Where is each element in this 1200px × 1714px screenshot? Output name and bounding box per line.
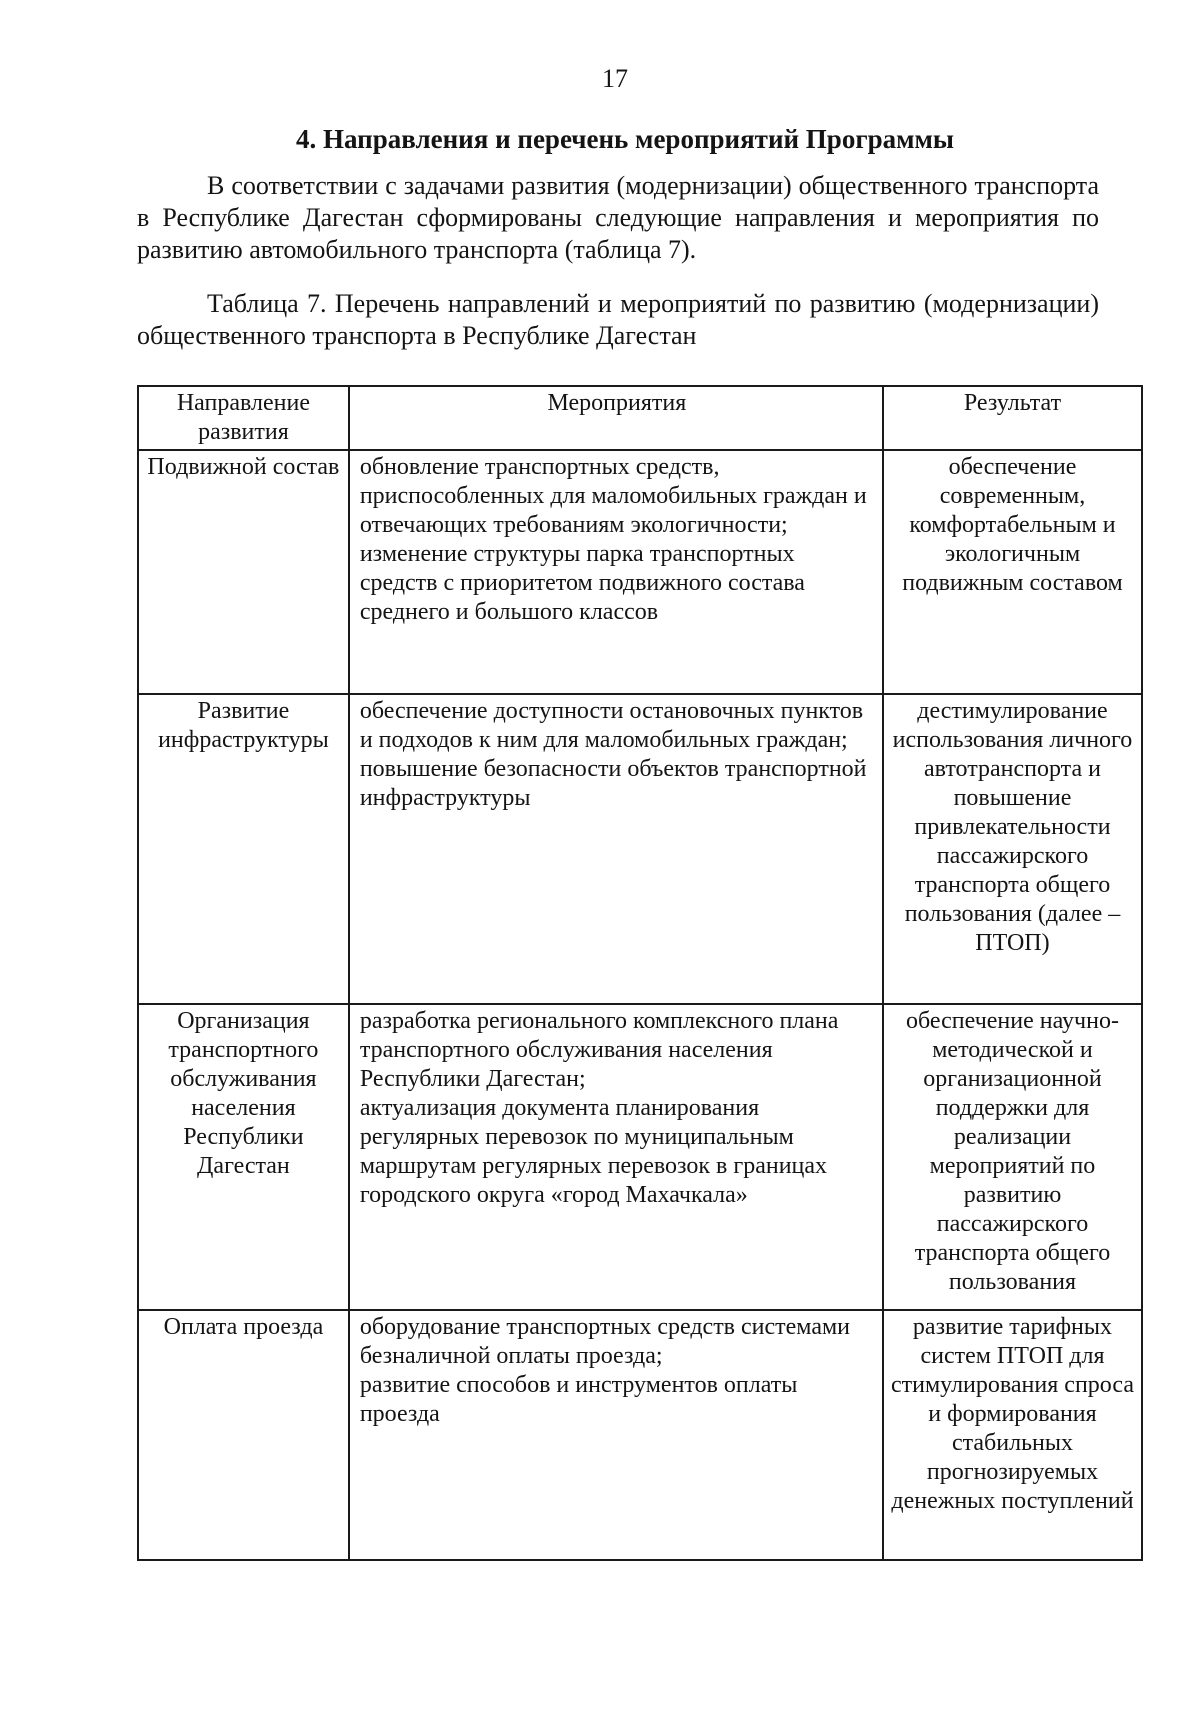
activities-cell: обновление транспортных средств, приспособленных для маломобильных граждан и отвечающих требованиям экологичности; изменение структуры парка транспортных средств с приоритетом подвижного состава среднего и большого классов <box>349 450 883 694</box>
header-result: Результат <box>883 386 1142 450</box>
result-cell: обеспечение современным, комфортабельным и экологичным подвижным составом <box>883 450 1142 694</box>
direction-cell: Развитие инфраструктуры <box>138 694 349 1004</box>
table-row <box>138 694 1142 1004</box>
header-direction: Направление развития <box>138 386 349 450</box>
table-row <box>138 1004 1142 1310</box>
measures-table <box>137 385 1143 1561</box>
activities-cell: оборудование транспортных средств системами безналичной оплаты проезда; развитие способов и инструментов оплаты проезда <box>349 1310 883 1560</box>
result-cell: обеспечение научно-методической и организационной поддержки для реализации мероприятий по развитию пассажирского транспорта общего пользования <box>883 1004 1142 1310</box>
table-header-row <box>138 386 1142 450</box>
table-caption: Таблица 7. Перечень направлений и мероприятий по развитию (модернизации) общественного транспорта в Республике Дагестан <box>137 289 1099 350</box>
page-number: 17 <box>602 64 628 93</box>
direction-cell: Оплата проезда <box>138 1310 349 1560</box>
section-title: 4. Направления и перечень мероприятий Программы <box>296 124 954 154</box>
activities-cell: обеспечение доступности остановочных пунктов и подходов к ним для маломобильных граждан; повышение безопасности объектов транспортной инфраструктуры <box>349 694 883 1004</box>
table-row <box>138 450 1142 694</box>
table-row <box>138 1310 1142 1560</box>
result-cell: развитие тарифных систем ПТОП для стимулирования спроса и формирования стабильных прогнозируемых денежных поступлений <box>883 1310 1142 1560</box>
direction-cell: Подвижной состав <box>138 450 349 694</box>
direction-cell: Организация транспортного обслуживания населения Республики Дагестан <box>138 1004 349 1310</box>
activities-cell: разработка регионального комплексного плана транспортного обслуживания населения Республики Дагестан; актуализация документа планирования регулярных перевозок по муниципальным маршрутам регулярных перевозок в границах городского округа «город Махачкала» <box>349 1004 883 1310</box>
intro-paragraph: В соответствии с задачами развития (модернизации) общественного транспорта в Республике Дагестан сформированы следующие направления и мероприятия по развитию автомобильного транспорта (таблица 7). <box>137 171 1099 264</box>
header-activities: Мероприятия <box>349 386 883 450</box>
result-cell: дестимулирование использования личного автотранспорта и повышение привлекательности пассажирского транспорта общего пользования (далее – ПТОП) <box>883 694 1142 1004</box>
